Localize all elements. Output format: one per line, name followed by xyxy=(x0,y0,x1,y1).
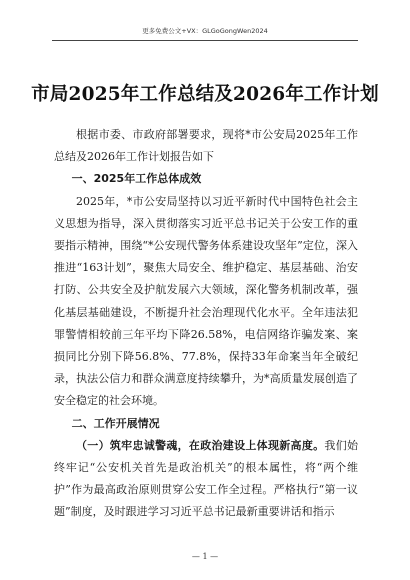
subsection-1-text: 我们始终牢记“公安机关首先是政治机关”的根本属性，将“两个维护”作为最高政治原则贯穿公安工作全过程。严格执行“第一议题”制度，及时跟进学习习近平总书记最新重要讲话和指示 xyxy=(54,438,359,519)
section-1-heading: 一、2025年工作总体成效 xyxy=(71,172,202,186)
subsection-1-paragraph xyxy=(54,435,358,524)
subsection-1-lead: （一）筑牢忠诚警魂，在政治建设上体现新高度。 xyxy=(76,438,325,452)
document-title: 市局2025年工作总结及2026年工作计划 xyxy=(31,84,379,105)
header-divider xyxy=(52,40,358,41)
section-2-heading: 二、工作开展情况 xyxy=(71,416,160,430)
section-1-paragraph: 2025年，*市公安局坚持以习近平新时代中国特色社会主义思想为指导，深入贯彻落实习近平总书记关于公安工作的重要指示精神，围绕“*公安现代警务体系建设攻坚年”定位，深入推进“163计划”，聚焦大局安全、维护稳定、基层基础、治安打防、公共安全及护航发展六大领域，深化警务机制改革，强化基层基础建设，不断提升社会治理现代化水平。全年违法犯罪警情相较前三年平均下降26.58%，电信网络诈骗发案、案损同比分别下降56.8%、77.8%，保持33年命案当年全破纪录，执法公信力和群众满意度持续攀升，为*高质量发展创造了安全稳定的社会环境。 xyxy=(54,194,358,408)
page-number: — 1 — xyxy=(191,552,219,561)
document-body xyxy=(54,124,358,524)
intro-paragraph: 根据市委、市政府部署要求，现将*市公安局2025年工作总结及2026年工作计划报告如下 xyxy=(54,128,358,164)
page-header: 更多免费公文+VX：GLGoGongWen2024 xyxy=(142,27,268,35)
